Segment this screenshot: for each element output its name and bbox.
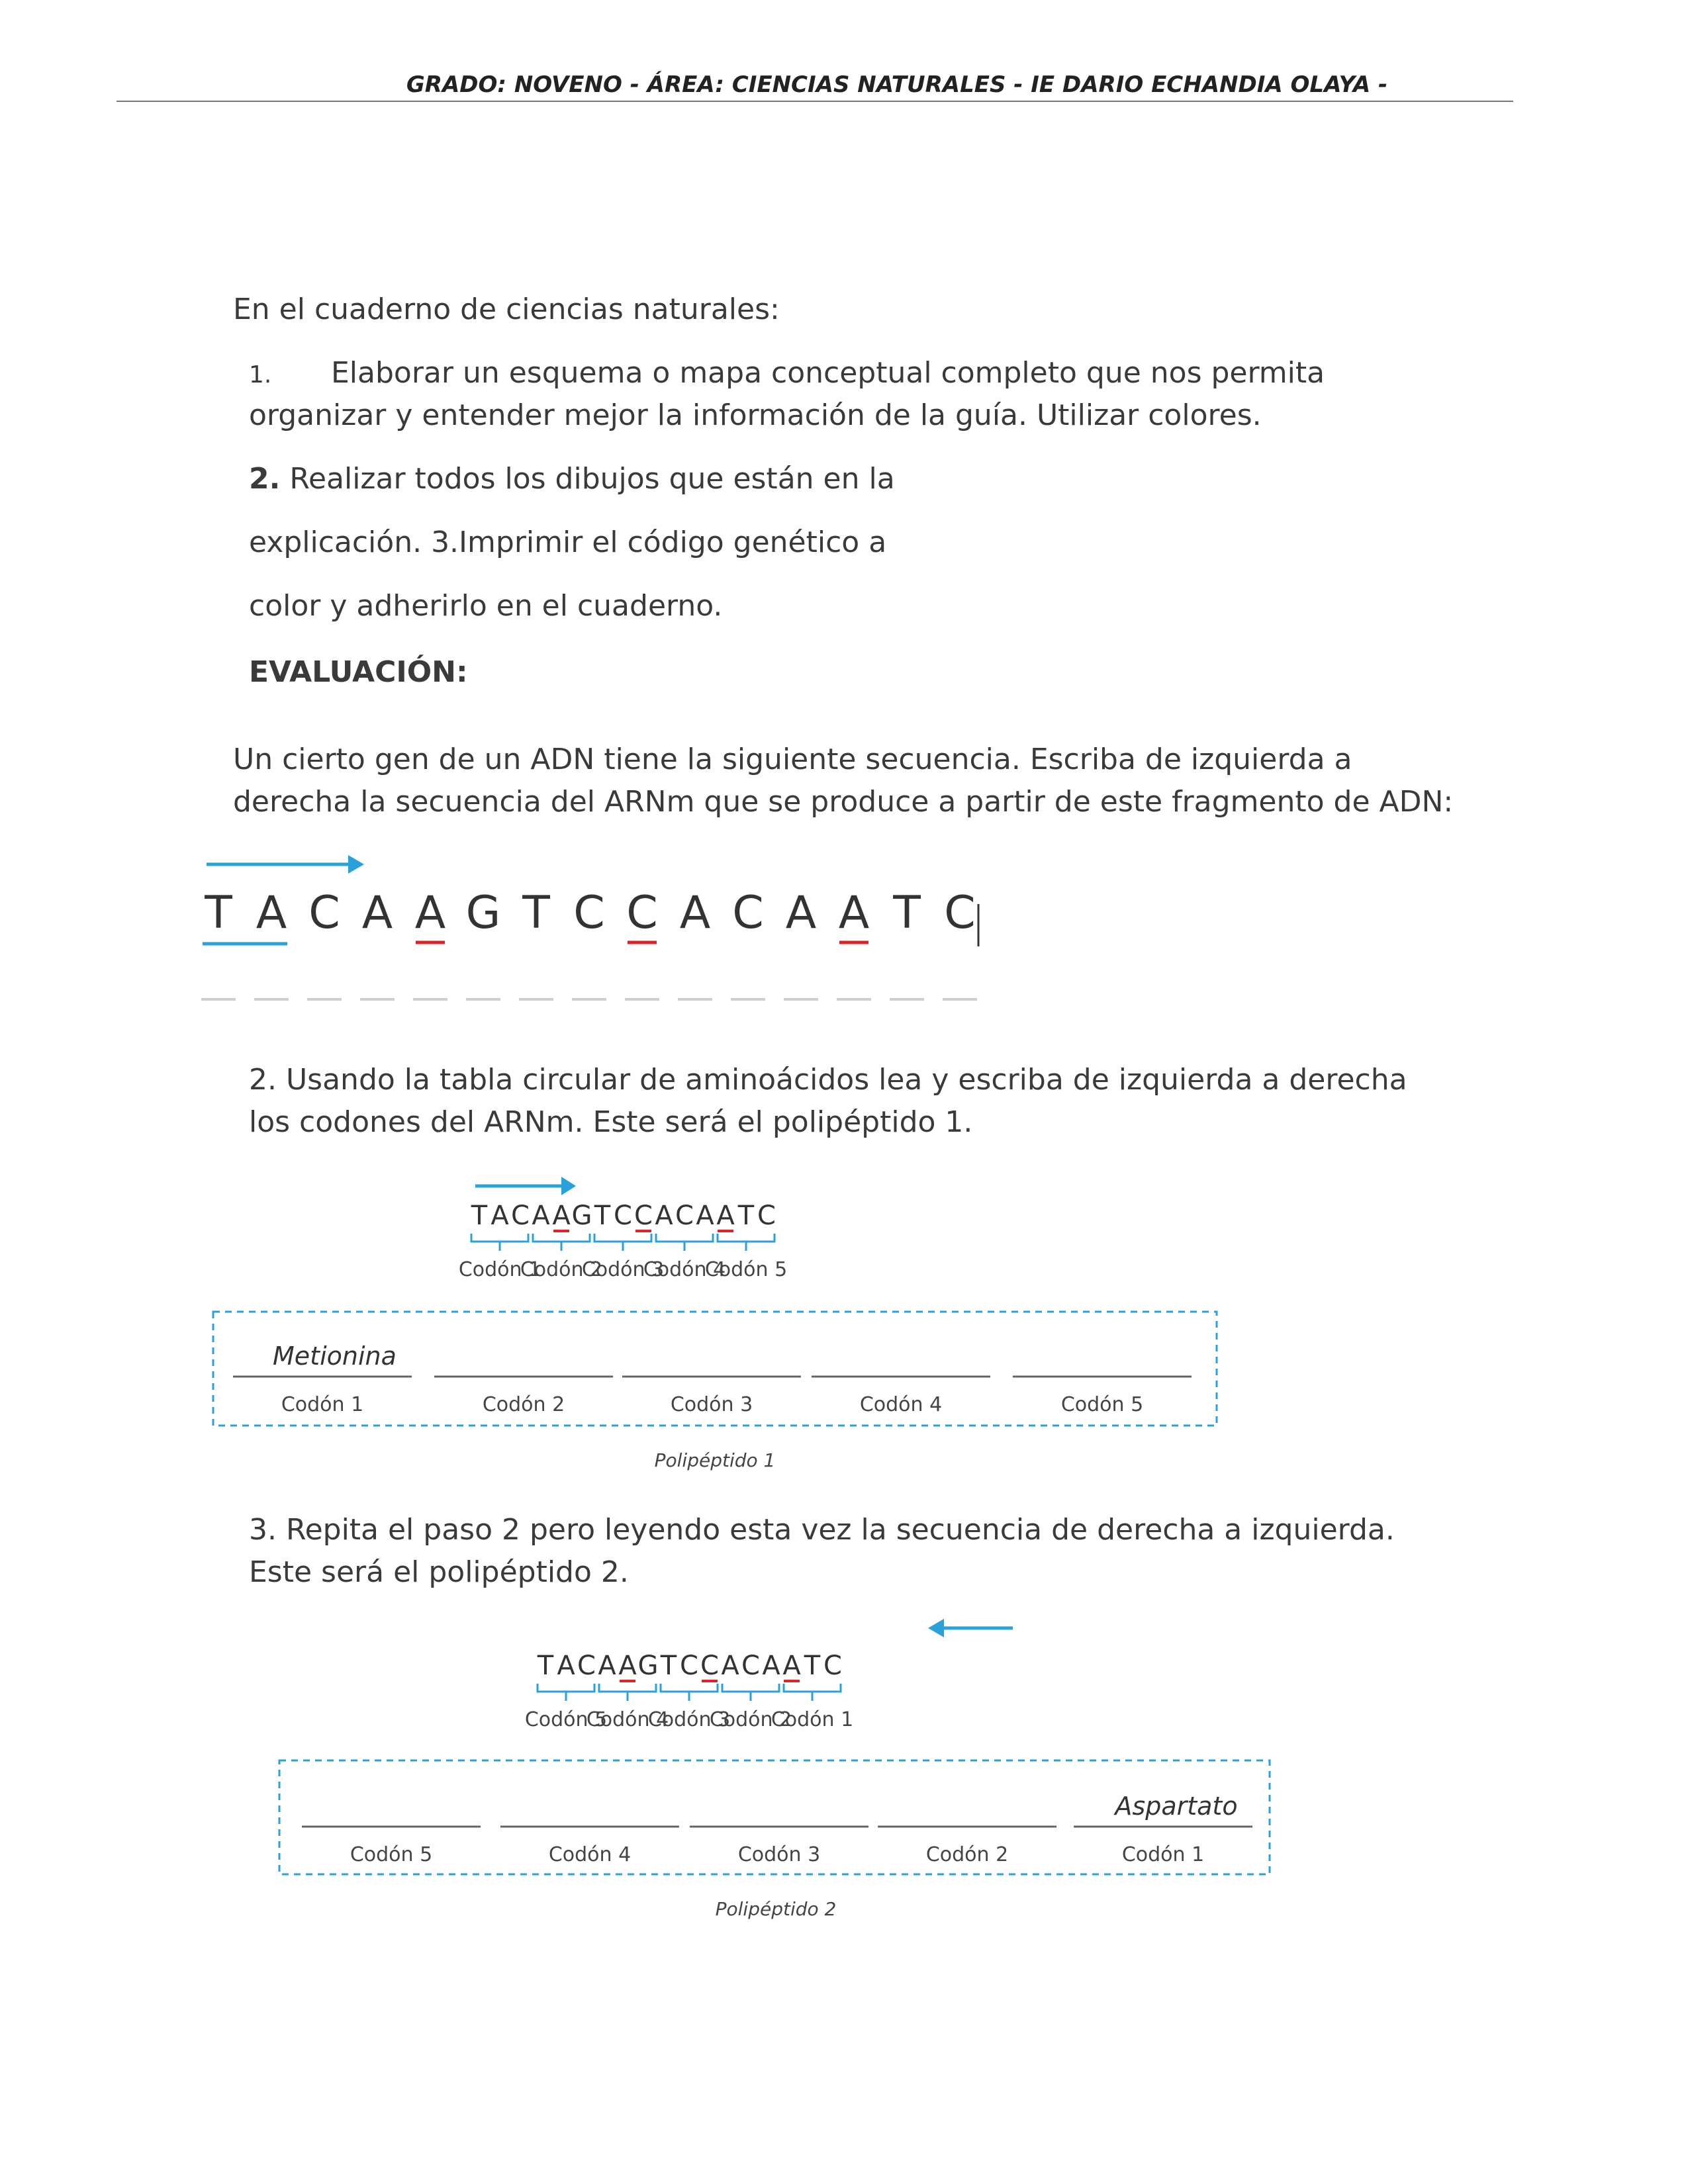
sequence-letter: A [762,1651,780,1681]
slot-codon-label: Codón 2 [925,1843,1009,1866]
question-2-line-1: 2. Usando la tabla circular de aminoácidos lea y escriba de izquierda a derecha [249,1063,1407,1097]
sequence-letter: A [557,1651,575,1681]
codon-bracket [594,1234,651,1251]
codon-bracket [538,1684,594,1701]
codon-bracket [656,1234,713,1251]
sequence-letter: A [785,887,817,939]
codon-bracket [471,1234,528,1251]
right-arrow-icon [207,855,364,874]
sequence-letter: C [626,887,658,939]
figure-caption: Polipéptido 2 [715,1898,837,1920]
intro-text: En el cuaderno de ciencias naturales: [233,293,780,326]
codon-label: Codón 3 [647,1708,731,1731]
sequence-letter: C [700,1651,719,1681]
sequence-letter: A [598,1651,616,1681]
slot-codon-label: Codón 2 [482,1393,565,1416]
task-2-line-2: explicación. 3.Imprimir el código genético a [249,525,887,559]
task-2-number: 2. [249,462,281,496]
sequence-letter: G [465,887,501,939]
codon-label: Codón 5 [704,1258,788,1281]
question-1-line-2: derecha la secuencia del ARNm que se produce a partir de este fragmento de ADN: [233,785,1454,819]
codon-label: Codón 2 [520,1258,603,1281]
sequence-letter: A [838,887,870,939]
page-header: GRADO: NOVENO - ÁREA: CIENCIAS NATURALES - IE DARIO ECHANDIA OLAYA - [406,71,1388,98]
amino-acid-answer: Metionina [273,1342,397,1371]
sequence-letter: G [571,1201,592,1231]
sequence-letter: A [655,1201,673,1231]
sequence-letter: A [361,887,393,939]
question-3-line-1: 3. Repita el paso 2 pero leyendo esta vez la secuencia de derecha a izquierda. [249,1513,1395,1547]
sequence-letter: A [552,1201,571,1231]
codon-label: Codón 5 [524,1708,608,1731]
sequence-letter: C [823,1651,842,1681]
codon-label: Codón 2 [709,1708,792,1731]
task-1-number: 1. [249,361,272,388]
codon-label: Codón 1 [771,1708,854,1731]
sequence-letter: C [741,1651,760,1681]
question-2-line-2: los codones del ARNm. Este será el polipéptido 1. [249,1105,973,1139]
task-1-text: Elaborar un esquema o mapa conceptual completo que nos permita [331,356,1325,390]
sequence-letter: A [618,1651,637,1681]
sequence-letter: A [696,1201,714,1231]
dna-sequence-figure [199,841,1006,1013]
sequence-letter: T [660,1651,677,1681]
question-1-line-1: Un cierto gen de un ADN tiene la siguiente secuencia. Escriba de izquierda a [233,743,1352,776]
sequence-letter: A [679,887,711,939]
slot-codon-label: Codón 4 [548,1843,632,1866]
codon-label: Codón 1 [458,1258,541,1281]
polypeptide-2-figure [265,1608,1297,1939]
slot-codon-label: Codón 5 [350,1843,433,1866]
sequence-letter: A [532,1201,550,1231]
sequence-letter: C [577,1651,596,1681]
codon-bracket [599,1684,656,1701]
sequence-letter: T [893,887,921,939]
task-2-line-3: color y adherirlo en el cuaderno. [249,589,723,623]
polypeptide-1-figure [199,1158,1231,1489]
slot-codon-label: Codón 1 [1121,1843,1205,1866]
task-2-text: Realizar todos los dibujos que están en la [289,462,895,496]
right-arrow-icon [475,1177,576,1195]
sequence-letter: T [205,887,232,939]
sequence-letter: A [716,1201,735,1231]
sequence-letter: C [944,887,976,939]
sequence-letter: C [634,1201,653,1231]
sequence-letter: C [757,1201,776,1231]
codon-bracket [533,1234,590,1251]
sequence-letter: C [680,1651,698,1681]
amino-acid-answer: Aspartato [1115,1792,1238,1821]
header-divider [117,101,1513,102]
sequence-letter: T [737,1201,755,1231]
sequence-letter: A [414,887,446,939]
sequence-letter: A [491,1201,509,1231]
sequence-letter: C [308,887,340,939]
sequence-letter: C [675,1201,694,1231]
sequence-letter: C [573,887,605,939]
figure-caption: Polipéptido 1 [654,1449,776,1471]
slot-codon-label: Codón 1 [281,1393,364,1416]
sequence-letter: C [511,1201,530,1231]
sequence-letter: A [256,887,287,939]
sequence-letter: C [732,887,764,939]
codon-label: Codón 4 [586,1708,669,1731]
sequence-letter: G [637,1651,659,1681]
task-1-line-1 [249,352,1325,396]
sequence-letter: T [522,887,550,939]
codon-bracket [718,1234,774,1251]
sequence-letter: T [594,1201,611,1231]
sequence-letter: T [804,1651,821,1681]
codon-bracket [661,1684,718,1701]
sequence-letter: A [721,1651,739,1681]
sequence-letter: T [537,1651,554,1681]
slot-codon-label: Codón 4 [859,1393,943,1416]
slot-codon-label: Codón 5 [1060,1393,1144,1416]
slot-codon-label: Codón 3 [737,1843,821,1866]
codon-label: Codón 4 [643,1258,726,1281]
codon-label: Codón 3 [581,1258,665,1281]
sequence-letter: A [782,1651,801,1681]
left-arrow-icon [928,1619,1013,1637]
sequence-letter: T [471,1201,488,1231]
task-2-line-1 [249,458,895,500]
question-3-line-2: Este será el polipéptido 2. [249,1555,629,1589]
task-1-line-2: organizar y entender mejor la información de la guía. Utilizar colores. [249,398,1262,432]
evaluation-heading: EVALUACIÓN: [249,655,468,689]
codon-bracket [722,1684,779,1701]
slot-codon-label: Codón 3 [670,1393,753,1416]
sequence-letter: C [614,1201,632,1231]
codon-bracket [784,1684,841,1701]
